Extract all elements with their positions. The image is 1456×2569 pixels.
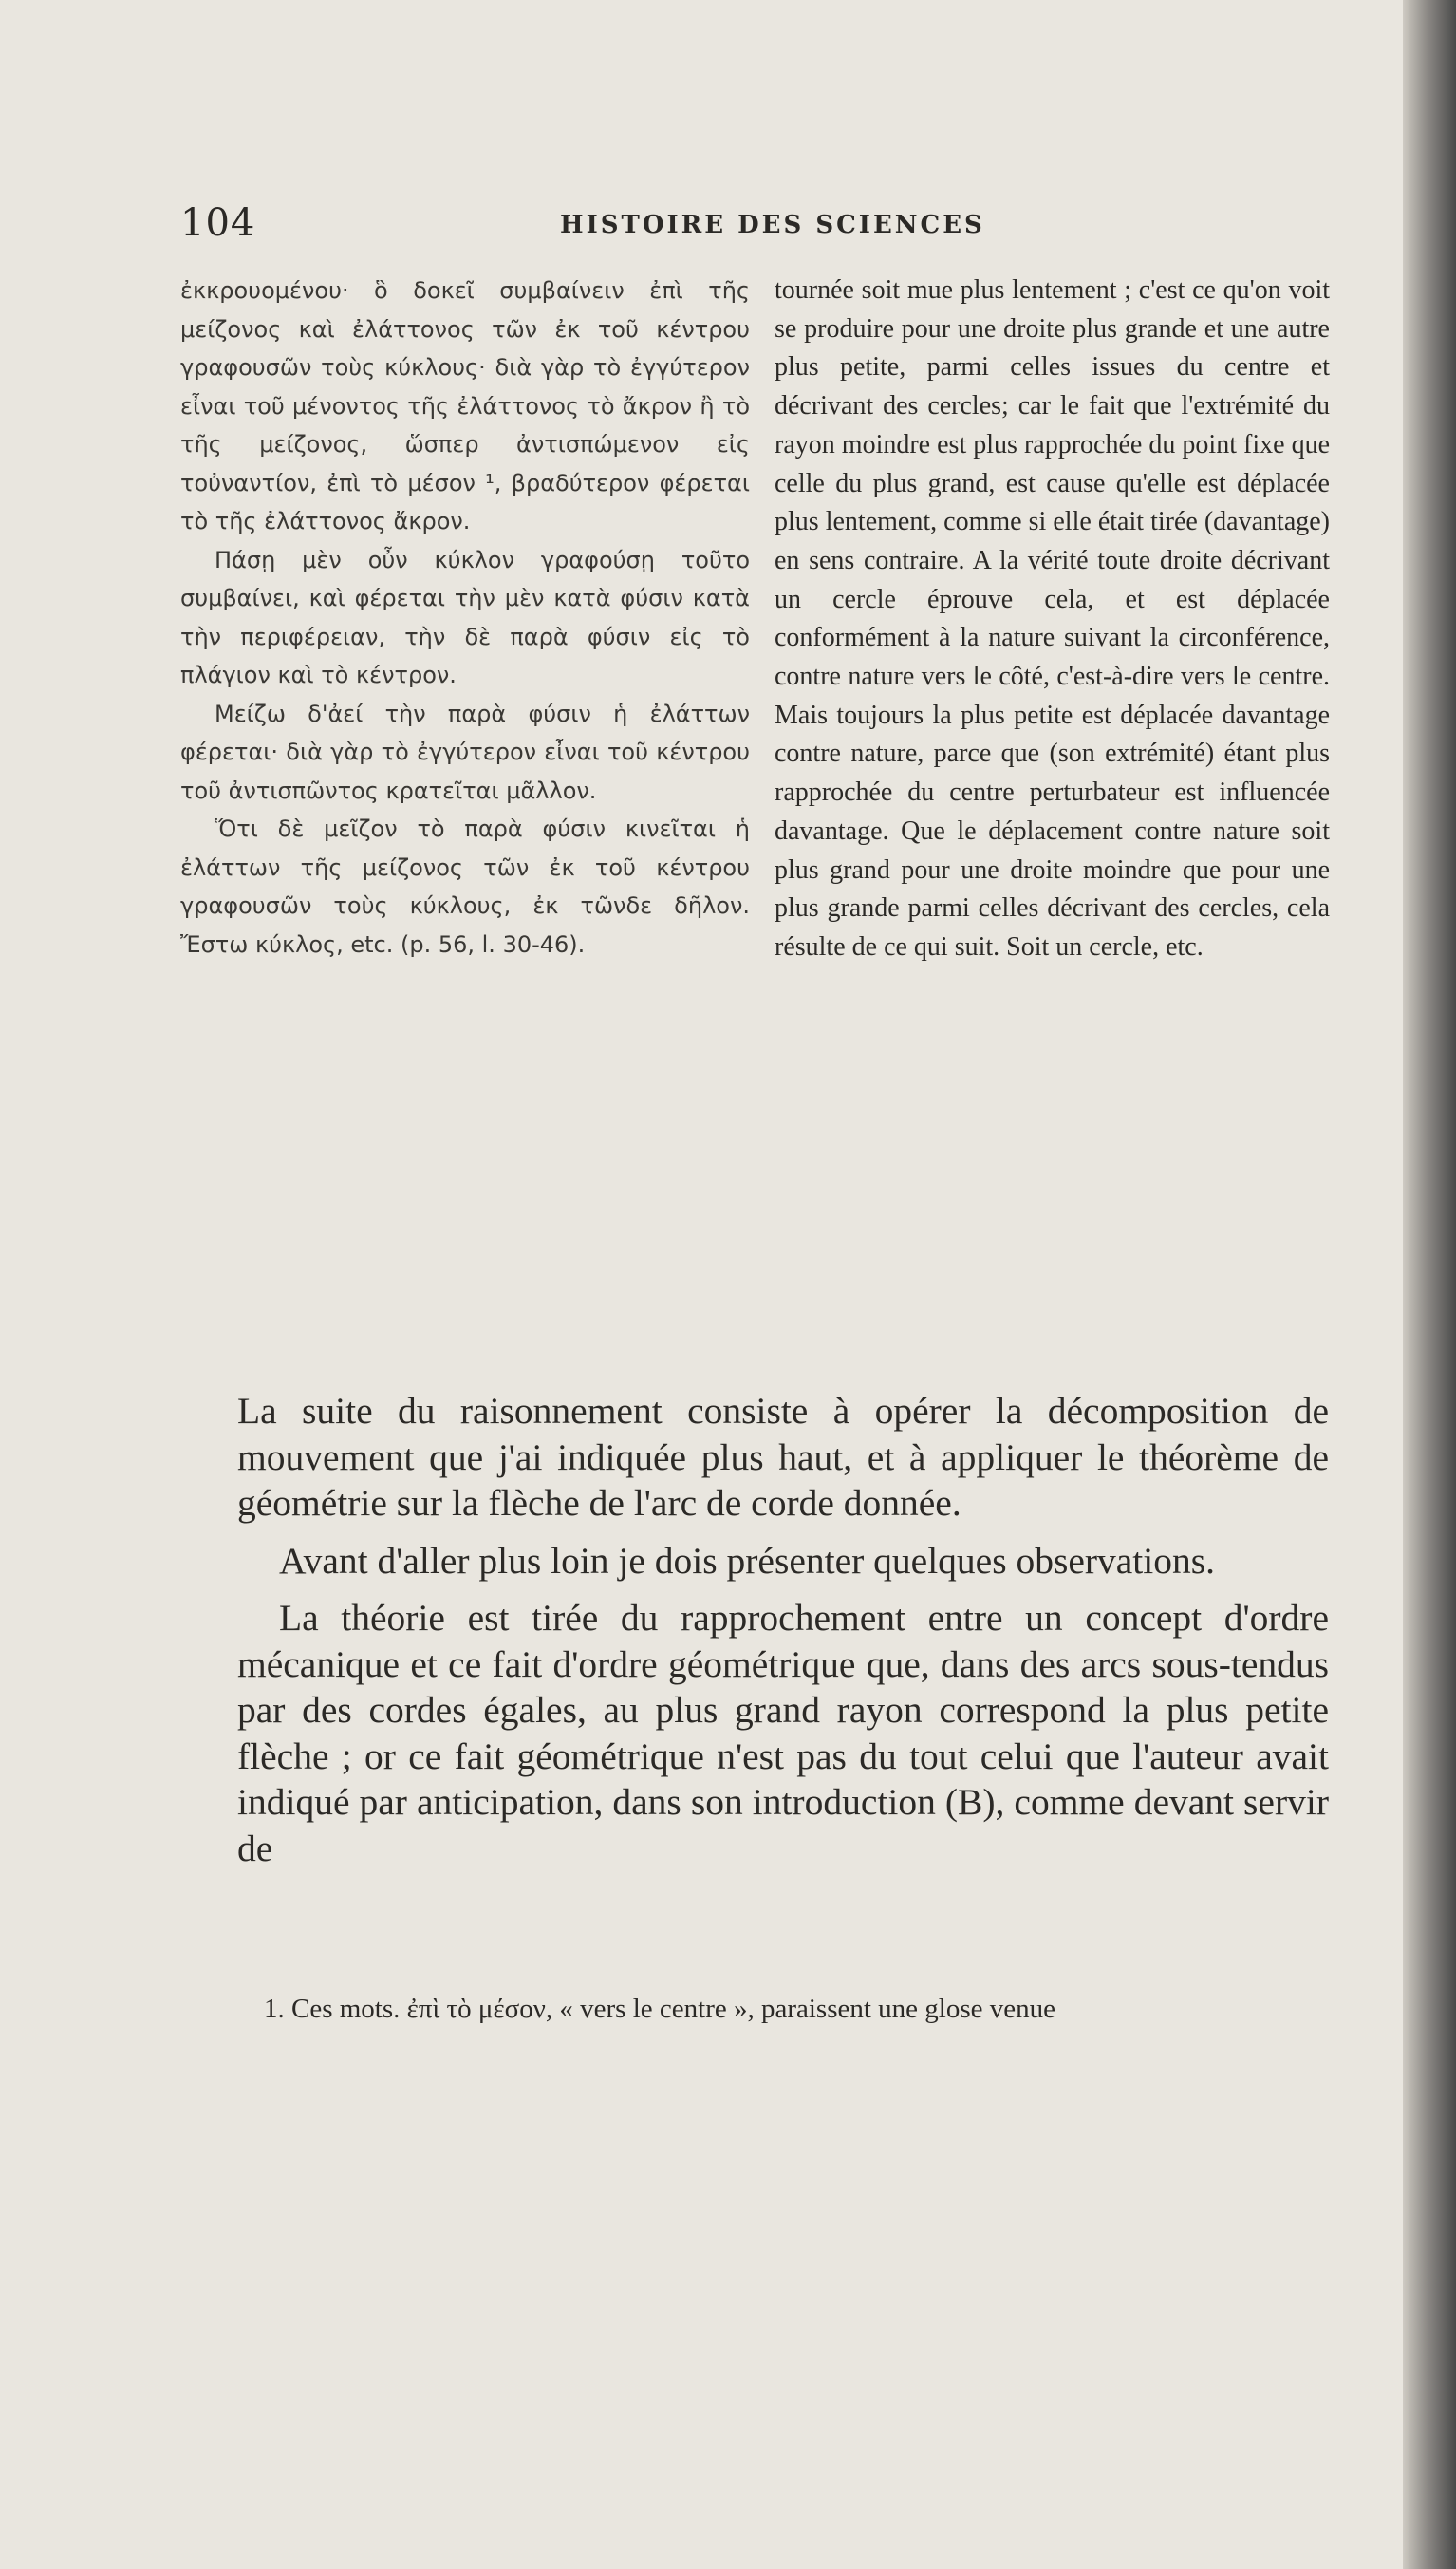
page-number: 104 [180,201,256,245]
greek-paragraph: Πάσῃ μὲν οὖν κύκλον γραφούσῃ τοῦτο συμβαίνει, καὶ φέρεται τὴν μὲν κατὰ φύσιν κατὰ τὴν περιφέρειαν, τὴν δὲ παρὰ φύσιν εἰς τὸ πλάγιον καὶ τὸ κέντρον. [180,546,750,688]
french-translation-column [775,272,1330,967]
french-paragraph: tournée soit mue plus lentement ; c'est ce qu'on voit se produire pour une droite plus grande et une autre plus petite, parmi celles issues du centre et décrivant des cercles; car le fait que l'extrémité du rayon moindre est plus rapprochée du point fixe que celle du plus grand, est cause qu'elle est déplacée plus lentement, comme si elle était tirée (davantage) en sens contraire. A la vérité toute droite décrivant un cercle éprouve cela, et est déplacée conformément à la nature suivant la circonférence, contre nature vers le côté, c'est-à-dire vers le centre. Mais toujours la plus petite est déplacée davantage contre nature, parce que (son extrémité) étant plus rapprochée du centre perturbateur est influencée davantage. Que le déplacement contre nature soit plus grand pour une droite moindre que pour une plus grande parmi celles décrivant des cercles, cela résulte de ce qui suit. Soit un cercle, etc. [775,275,1330,962]
greek-paragraph: Μείζω δ'ἀεί τὴν παρὰ φύσιν ἡ ἐλάττων φέρεται· διὰ γὰρ τὸ ἐγγύτερον εἶναι τοῦ κέντρου τοῦ ἀντισπῶντος κρατεῖται μᾶλλον. [180,700,750,804]
main-body-text [237,1388,1329,1883]
greek-column [180,272,750,964]
page-header [180,201,1329,258]
body-paragraph: Avant d'aller plus loin je dois présenter quelques observations. [279,1539,1215,1582]
running-title: HISTOIRE DES SCIENCES [560,211,985,239]
page-edge-shadow [1403,0,1456,2569]
footnote: 1. Ces mots. ἐπὶ τὸ μέσον, « vers le centre », paraissent une glose venue [264,1994,1056,2024]
greek-paragraph: ἐκκρουομένου· ὃ δοκεῖ συμβαίνειν ἐπὶ τῆς μείζονος καὶ ἐλάττονος τῶν ἐκ τοῦ κέντρου γραφουσῶν τοὺς κύκλους· διὰ γὰρ τὸ ἐγγύτερον εἶναι τοῦ μένοντος τῆς ἐλάττονος τὸ ἄκρον ἢ τὸ τῆς μείζονος, ὥσπερ ἀντισπώμενον εἰς τοὐναντίον, ἐπὶ τὸ μέσον ¹, βραδύτερον φέρεται τὸ τῆς ἐλάττονος ἄκρον. [180,277,750,534]
body-paragraph: La théorie est tirée du rapprochement entre un concept d'ordre mécanique et ce fait d'ordre géométrique que, dans des arcs sous-tendus par des cordes égales, au plus grand rayon correspond la plus petite flèche ; or ce fait géométrique n'est pas du tout celui que l'auteur avait indiqué par anticipation, dans son introduction (B), comme devant servir de [237,1597,1329,1869]
body-paragraph: La suite du raisonnement consiste à opérer la décomposition de mouvement que j'ai indiquée plus haut, et à appliquer le théorème de géométrie sur la flèche de l'arc de corde donnée. [237,1390,1329,1524]
greek-paragraph: Ὅτι δὲ μεῖζον τὸ παρὰ φύσιν κινεῖται ἡ ἐλάττων τῆς μείζονος τῶν ἐκ τοῦ κέντρου γραφουσῶν τοὺς κύκλους, ἐκ τῶνδε δῆλον. Ἔστω κύκλος, etc. (p. 56, l. 30-46). [180,816,750,958]
